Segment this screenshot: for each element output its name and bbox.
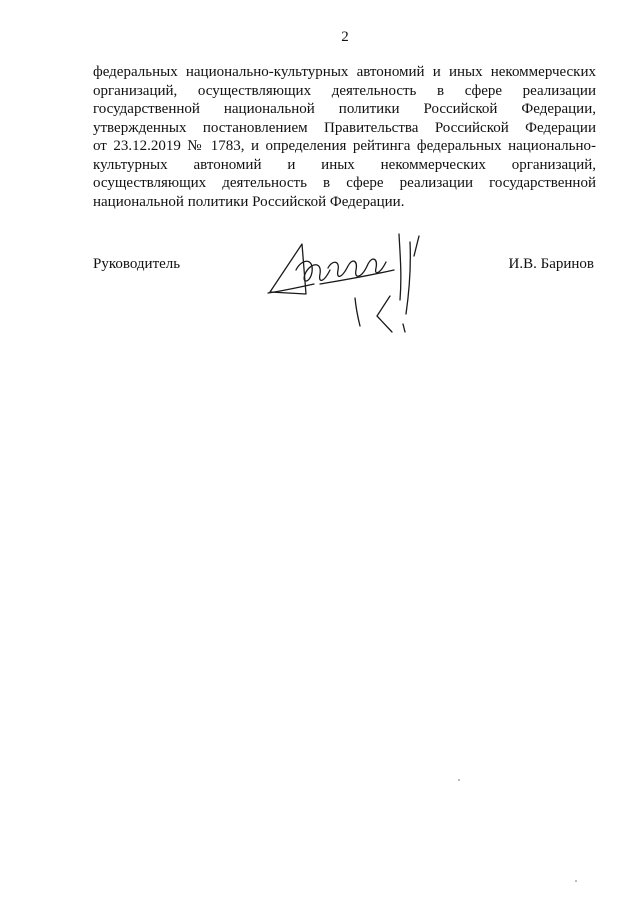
scan-speck — [458, 779, 460, 781]
body-line: федеральных национально-культурных автономий и иных некоммерческих — [93, 64, 596, 80]
body-line: государственной национальной политики Российской Федерации, — [93, 101, 596, 117]
body-line: утвержденных постановлением Правительства Российской Федерации — [93, 119, 596, 136]
body-line: национальной политики Российской Федерации. — [93, 193, 405, 210]
body-line: осуществляющих деятельность в сфере реализации государственной — [93, 175, 596, 191]
body-line: от 23.12.2019 № 1783, и определения рейтинга федеральных национально- — [93, 138, 596, 154]
page-number: 2 — [341, 29, 349, 45]
body-paragraph — [93, 63, 596, 211]
scan-speck — [575, 880, 577, 882]
handwritten-signature — [262, 222, 432, 337]
signatory-name: И.В. Баринов — [508, 256, 594, 272]
body-line: организаций, осуществляющих деятельность в сфере реализации — [93, 82, 596, 99]
signatory-role: Руководитель — [93, 256, 181, 272]
body-line: культурных автономий и иных некоммерческих организаций, — [93, 156, 596, 173]
